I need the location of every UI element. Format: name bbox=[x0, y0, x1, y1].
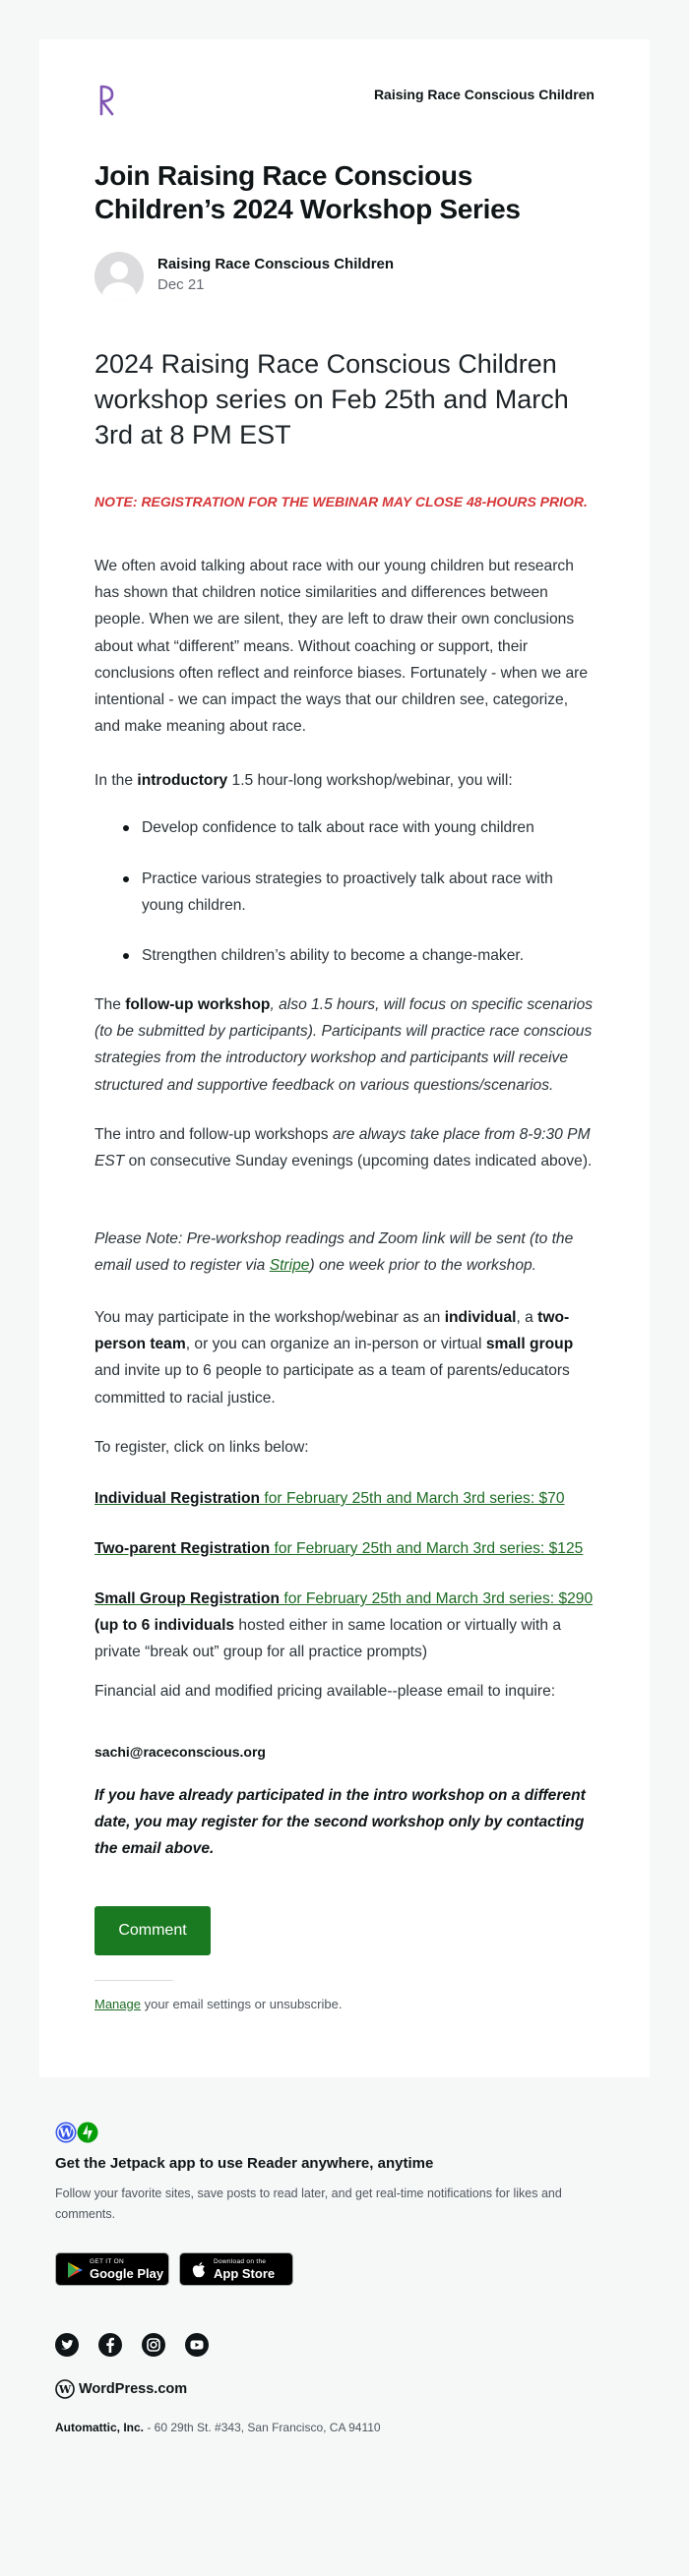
contact-email[interactable]: sachi@raceconscious.org bbox=[94, 1744, 266, 1760]
individual-registration-paragraph bbox=[94, 1485, 595, 1512]
workshop-intro-paragraph: In the introductory 1.5 hour-long workshop/webinar, you will: bbox=[94, 772, 513, 789]
please-note-paragraph: Please Note: Pre-workshop readings and Zoom link will be sent (to the email used to register via Stripe) one week prior to the workshop. bbox=[94, 1230, 574, 1275]
svg-text:W: W bbox=[59, 2126, 73, 2140]
svg-text:W: W bbox=[58, 2383, 72, 2396]
two-parent-registration-link[interactable]: Two-parent Registration for February 25th and March 3rd series: $125 bbox=[94, 1540, 584, 1557]
bullet-icon bbox=[123, 953, 129, 959]
blog-name-link[interactable]: Raising Race Conscious Children bbox=[373, 87, 595, 102]
manage-settings-line: Manage your email settings or unsubscribe. bbox=[94, 1997, 343, 2011]
author-row bbox=[94, 252, 595, 303]
divider bbox=[94, 1980, 173, 1981]
two-parent-registration-paragraph bbox=[94, 1535, 595, 1562]
google-play-label: Google Play bbox=[90, 2266, 164, 2281]
twitter-icon[interactable] bbox=[55, 2333, 79, 2357]
wordpress-jetpack-icon bbox=[55, 2121, 100, 2144]
apple-icon bbox=[190, 2261, 208, 2279]
participation-paragraph: You may participate in the workshop/webinar as an individual, a two-person team, or you can organize an in-person or virtual small group and invite up to 6 people to participate as a team of parents/educators committed to racial justice. bbox=[94, 1309, 574, 1407]
post-card bbox=[39, 39, 650, 2077]
list-item: Strengthen children’s ability to become a change-maker. bbox=[142, 942, 595, 969]
youtube-icon[interactable] bbox=[185, 2333, 209, 2357]
register-prompt: To register, click on links below: bbox=[94, 1439, 309, 1456]
list-item: Practice various strategies to proactively talk about race with young children. bbox=[142, 866, 595, 919]
app-store-small-label: Download on the bbox=[214, 2258, 267, 2265]
google-play-button[interactable] bbox=[55, 2252, 169, 2286]
bullet-icon bbox=[123, 876, 129, 882]
followup-paragraph: The follow-up workshop, also 1.5 hours, will focus on specific scenarios (to be submitted by participants). Participants will practice race conscious strategies from the introductory workshop and participants will receive structured and supportive feedback on various questions/scenarios. bbox=[94, 996, 594, 1094]
wordpress-com-link[interactable] bbox=[55, 2378, 252, 2400]
author-name[interactable]: Raising Race Conscious Children bbox=[157, 256, 395, 272]
facebook-icon[interactable] bbox=[98, 2333, 122, 2357]
company-address: Automattic, Inc. - 60 29th St. #343, San Francisco, CA 94110 bbox=[55, 2421, 381, 2434]
post-date: Dec 21 bbox=[157, 276, 205, 293]
schedule-paragraph: The intro and follow-up workshops are always take place from 8-9:30 PM EST on consecutive Sunday evenings (upcoming dates indicated above). bbox=[94, 1126, 593, 1170]
google-play-icon bbox=[66, 2261, 84, 2279]
list-item: Develop confidence to talk about race with young children bbox=[142, 814, 595, 841]
jetpack-title: Get the Jetpack app to use Reader anywhere, anytime bbox=[55, 2155, 434, 2172]
financial-aid-paragraph: Financial aid and modified pricing available--please email to inquire: bbox=[94, 1683, 556, 1700]
post-title[interactable]: Join Raising Race Conscious Children’s 2024 Workshop Series bbox=[94, 160, 521, 224]
post-heading: 2024 Raising Race Conscious Children workshop series on Feb 25th and March 3rd at 8 PM EST bbox=[94, 349, 569, 449]
intro-paragraph: We often avoid talking about race with our young children but research has shown that children notice similarities and differences between people. When we are silent, they are left to draw their own conclusions about what “different” means. Without coaching or support, their conclusions often reflect and reinforce biases. Fortunately - when we are intentional - we can impact the ways that our children see, categorize, and make meaning about race. bbox=[94, 558, 588, 736]
app-store-label: App Store bbox=[214, 2266, 276, 2281]
avatar-icon bbox=[94, 252, 144, 301]
app-store-button[interactable] bbox=[179, 2252, 293, 2286]
individual-registration-link[interactable]: Individual Registration for February 25th and March 3rd series: $70 bbox=[94, 1490, 565, 1507]
wordpress-com-label: WordPress.com bbox=[79, 2381, 188, 2397]
manage-link[interactable]: Manage bbox=[94, 1997, 141, 2011]
stripe-link[interactable]: Stripe bbox=[269, 1257, 310, 1275]
wordpress-icon bbox=[55, 2379, 75, 2399]
small-group-registration-paragraph: Small Group Registration for February 25th and March 3rd series: $290 (up to 6 individuals hosted either in same location or virtually with a private “break out” group for all practice prompts) bbox=[94, 1590, 594, 1661]
final-note: If you have already participated in the intro workshop on a different date, you may register for the second workshop only by contacting the email above. bbox=[94, 1787, 586, 1858]
comment-button[interactable]: Comment bbox=[94, 1906, 211, 1955]
jetpack-description: Follow your favorite sites, save posts to read later, and get real-time notifications for likes and comments. bbox=[55, 2187, 562, 2221]
bullet-icon bbox=[123, 825, 129, 831]
registration-note: NOTE: REGISTRATION FOR THE WEBINAR MAY CLOSE 48-HOURS PRIOR. bbox=[94, 494, 588, 509]
avatar[interactable] bbox=[94, 252, 144, 301]
blog-logo-icon[interactable] bbox=[94, 83, 118, 118]
instagram-icon[interactable] bbox=[142, 2333, 165, 2357]
small-group-registration-link[interactable]: Small Group Registration for February 25th and March 3rd series: $290 bbox=[94, 1590, 594, 1607]
google-play-small-label: GET IT ON bbox=[90, 2258, 124, 2265]
